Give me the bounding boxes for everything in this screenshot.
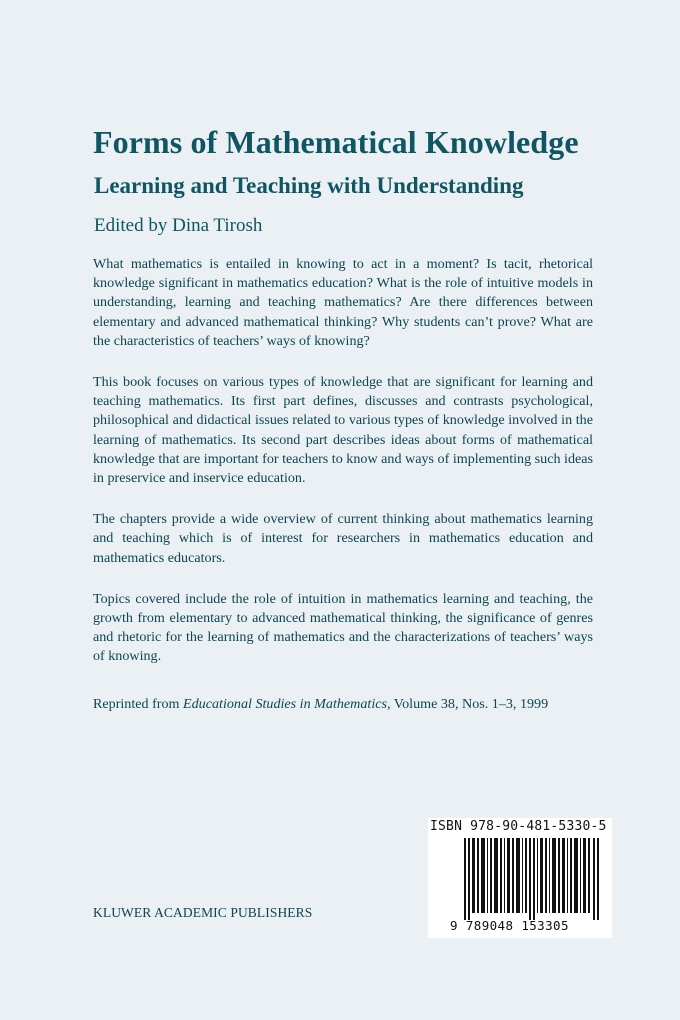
editor-credit: Edited by Dina Tirosh bbox=[94, 215, 263, 236]
publisher-name: KLUWER ACADEMIC PUBLISHERS bbox=[93, 905, 313, 920]
reprint-prefix: Reprinted from bbox=[93, 695, 184, 712]
description-paragraph-4: Topics covered include the role of intuition in mathematics learning and teaching, the growth from elementary to advanced mathematical thinking, the significance of genres and rhetoric for the learning of mathematics and the characterizations of teachers’ ways of knowing. bbox=[93, 590, 593, 665]
description-paragraph-1: What mathematics is entailed in knowing to act in a moment? Is tacit, rhetorical knowledge significant in mathematics education? What is the role of intuitive models in understanding, learning and teaching mathematics? Are there differences between elementary and advanced mathematical thinking? Why students can’t prove? What are the characteristics of teachers’ ways of knowing? bbox=[93, 256, 593, 349]
description-paragraph-2: This book focuses on various types of knowledge that are significant for learning and teaching mathematics. Its first part defines, discusses and contrasts psychological, philosophical and didactical issues related to various types of knowledge involved in the learning of mathematics. Its second part describes ideas about forms of mathematical knowledge that are important for teachers to know and ways of implementing such ideas in preservice and inservice education. bbox=[93, 374, 593, 487]
journal-name: Educational Studies in Mathematics, bbox=[183, 695, 391, 712]
reprint-note bbox=[93, 695, 593, 714]
book-title: Forms of Mathematical Knowledge bbox=[93, 124, 579, 160]
reprint-suffix: Volume 38, Nos. 1–3, 1999 bbox=[390, 695, 549, 712]
isbn-label: ISBN 978-90-481-5330-5 bbox=[430, 819, 607, 834]
description-paragraph-3: The chapters provide a wide overview of current thinking about mathematics learning and teaching which is of interest for researchers in mathematics education and mathematics educators. bbox=[93, 511, 593, 566]
isbn-barcode-block bbox=[428, 818, 612, 938]
barcode-icon bbox=[464, 838, 600, 920]
book-subtitle: Learning and Teaching with Understanding bbox=[94, 173, 524, 198]
description-text bbox=[93, 255, 593, 736]
barcode-number: 9 789048 153305 bbox=[450, 918, 569, 933]
